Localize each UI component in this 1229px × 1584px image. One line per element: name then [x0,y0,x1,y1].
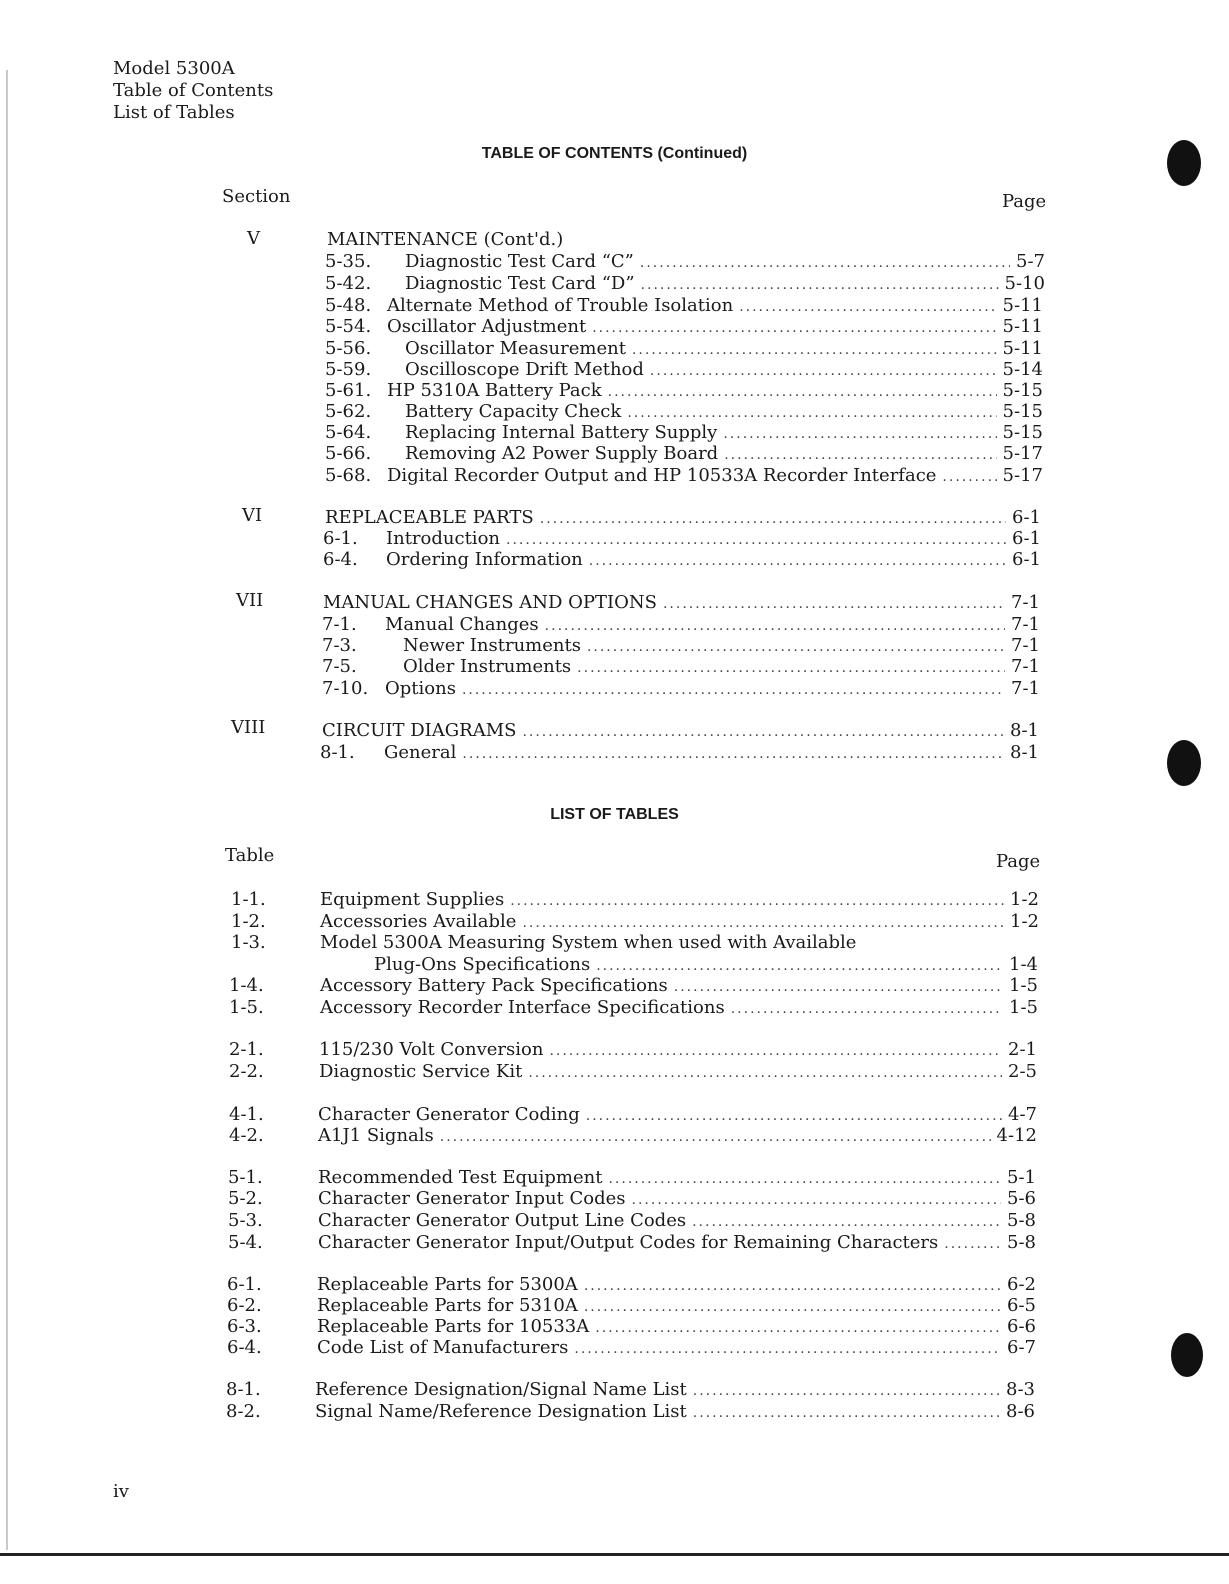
leader-dots [663,593,1005,615]
entry-page: 6-5 [1007,1295,1036,1316]
entry-title: Oscillator Adjustment [387,316,587,337]
entry-number: 1-1. [231,889,266,910]
entry-title: Character Generator Input/Output Codes for Remaining Characters [318,1232,939,1253]
entry-title: Replaceable Parts for 5300A [317,1274,578,1295]
entry-title: Newer Instruments [403,635,581,656]
toc-row [0,359,1229,381]
entry-number: 5-56. [325,338,372,359]
leader-dots [632,339,997,361]
toc-row [0,911,1229,933]
table-column-heading: Table [225,845,275,866]
entry-page: 5-1 [1007,1167,1036,1188]
leader-dots [608,381,997,403]
leader-dots [510,890,1004,912]
toc-row [0,635,1229,657]
toc-row [0,295,1229,317]
entry-number: 5-1. [228,1167,263,1188]
toc-row [0,889,1229,911]
entry-title: Battery Capacity Check [405,401,622,422]
entry-title: Digital Recorder Output and HP 10533A Recorder Interface [387,465,937,486]
entry-page: 8-6 [1006,1401,1035,1422]
toc-row [0,549,1229,571]
entry-page: 6-1 [1012,549,1041,570]
toc-row [0,316,1229,338]
leader-dots [595,1317,1001,1339]
leader-dots [632,1189,1001,1211]
entry-title: Oscillator Measurement [405,338,626,359]
entry-number: 5-35. [325,251,372,272]
leader-dots [650,360,997,382]
toc-row [0,1125,1229,1147]
toc-row [0,1295,1229,1317]
entry-number: 5-59. [325,359,372,380]
header-model: Model 5300A [113,58,235,79]
leader-dots [592,317,996,339]
entry-page: 5-11 [1002,316,1043,337]
toc-row [0,678,1229,700]
entry-title: Diagnostic Service Kit [319,1061,523,1082]
toc-row [0,592,1229,614]
entry-title: General [384,742,457,763]
entry-page: 1-5 [1009,975,1038,996]
entry-page: 5-17 [1002,465,1043,486]
entry-number: 2-2. [229,1061,264,1082]
entry-title: Reference Designation/Signal Name List [315,1379,687,1400]
entry-page: 6-1 [1012,507,1041,528]
header-lot: List of Tables [113,102,235,123]
section-column-heading: Section [222,186,291,207]
entry-page: 1-5 [1009,997,1038,1018]
entry-title: Character Generator Output Line Codes [318,1210,687,1231]
toc-row [0,1061,1229,1083]
leader-dots [692,1211,1001,1233]
toc-row [0,1379,1229,1401]
entry-page: 6-1 [1012,528,1041,549]
leader-dots [584,1296,1001,1318]
entry-page: 7-1 [1011,592,1040,613]
entry-number: 1-4. [229,975,264,996]
toc-row [0,1188,1229,1210]
leader-dots [462,679,1005,701]
entry-number: 5-68. [325,465,372,486]
entry-title: CIRCUIT DIAGRAMS [322,720,517,741]
entry-number: 5-4. [228,1232,263,1253]
entry-page: 1-2 [1010,889,1039,910]
leader-dots [693,1402,1000,1424]
lot-page-column-heading: Page [996,851,1041,872]
entry-number: 5-2. [228,1188,263,1209]
leader-dots [528,1062,1002,1084]
toc-row [0,1337,1229,1359]
page-number: iv [113,1481,129,1502]
entry-title: Character Generator Coding [318,1104,580,1125]
entry-number: 5-54. [325,316,372,337]
toc-row [0,338,1229,360]
entry-title: 115/230 Volt Conversion [319,1039,544,1060]
entry-page: 6-6 [1007,1316,1036,1337]
toc-row [0,1104,1229,1126]
entry-page: 7-1 [1011,635,1040,656]
entry-title: Recommended Test Equipment [318,1167,603,1188]
toc-page-column-heading: Page [1002,191,1047,212]
toc-row [0,1274,1229,1296]
entry-page: 8-1 [1010,720,1039,741]
entry-page: 5-11 [1002,338,1043,359]
entry-number: 7-10. [322,678,369,699]
leader-dots [545,615,1005,637]
header-toc: Table of Contents [113,80,274,101]
leader-dots [587,636,1005,658]
entry-title: Accessory Battery Pack Specifications [320,975,668,996]
toc-row [0,229,1229,251]
entry-number: 7-1. [322,614,357,635]
section-number: VI [242,505,263,526]
entry-title: Signal Name/Reference Designation List [315,1401,687,1422]
leader-dots [596,955,1003,977]
leader-dots [586,1105,1002,1127]
toc-row [0,614,1229,636]
entry-title: A1J1 Signals [318,1125,434,1146]
leader-dots [584,1275,1001,1297]
entry-page: 4-12 [996,1125,1037,1146]
entry-number: 8-1. [226,1379,261,1400]
toc-row [0,742,1229,764]
leader-dots [608,1168,1001,1190]
entry-page: 5-15 [1002,422,1043,443]
entry-page: 7-1 [1011,656,1040,677]
entry-title: Plug-Ons Specifications [374,954,591,975]
entry-page: 8-1 [1010,742,1039,763]
entry-number: 8-1. [320,742,355,763]
bottom-edge-line [0,1553,1229,1556]
leader-dots [640,252,1010,274]
entry-title: Alternate Method of Trouble Isolation [387,295,734,316]
entry-page: 2-1 [1008,1039,1037,1060]
entry-number: 6-1. [227,1274,262,1295]
leader-dots [574,1338,1001,1360]
toc-row [0,443,1229,465]
entry-title: Equipment Supplies [320,889,505,910]
entry-title: Accessories Available [320,911,517,932]
entry-title: Diagnostic Test Card “D” [405,273,635,294]
leader-dots [540,508,1006,530]
leader-dots [522,912,1004,934]
toc-row [0,380,1229,402]
entry-number: 7-5. [322,656,357,677]
entry-title: HP 5310A Battery Pack [387,380,602,401]
entry-number: 6-4. [323,549,358,570]
entry-title: Code List of Manufacturers [317,1337,569,1358]
toc-row [0,1210,1229,1232]
entry-title: Diagnostic Test Card “C” [405,251,634,272]
entry-number: 5-48. [325,295,372,316]
entry-page: 7-1 [1011,614,1040,635]
section-number: VIII [231,717,266,738]
toc-row [0,507,1229,529]
toc-row [0,932,1229,954]
leader-dots [641,274,999,296]
toc-row [0,997,1229,1019]
section-number: VII [236,590,264,611]
leader-dots [440,1126,991,1148]
leader-dots [739,296,996,318]
entry-title: Replaceable Parts for 5310A [317,1295,578,1316]
entry-number: 8-2. [226,1401,261,1422]
toc-row [0,422,1229,444]
entry-title: MANUAL CHANGES AND OPTIONS [323,592,657,613]
entry-page: 1-4 [1009,954,1038,975]
entry-page: 8-3 [1006,1379,1035,1400]
entry-title: Removing A2 Power Supply Board [405,443,719,464]
entry-page: 5-8 [1007,1232,1036,1253]
entry-page: 4-7 [1008,1104,1037,1125]
entry-number: 5-42. [325,273,372,294]
entry-page: 5-7 [1016,251,1045,272]
entry-page: 5-6 [1007,1188,1036,1209]
toc-row [0,1401,1229,1423]
leader-dots [693,1380,1000,1402]
entry-number: 2-1. [229,1039,264,1060]
leader-dots [522,721,1004,743]
entry-title: Options [385,678,456,699]
leader-dots [942,466,996,488]
toc-row [0,656,1229,678]
entry-page: 2-5 [1008,1061,1037,1082]
toc-row [0,1039,1229,1061]
entry-number: 6-3. [227,1316,262,1337]
entry-number: 6-2. [227,1295,262,1316]
entry-title: Character Generator Input Codes [318,1188,626,1209]
entry-number: 7-3. [322,635,357,656]
entry-number: 4-2. [229,1125,264,1146]
leader-dots [674,976,1003,998]
leader-dots [506,529,1006,551]
entry-title: Introduction [386,528,500,549]
running-header [113,58,273,124]
entry-page: 7-1 [1011,678,1040,699]
toc-row [0,1167,1229,1189]
entry-page: 5-15 [1002,380,1043,401]
toc-row [0,975,1229,997]
entry-number: 6-4. [227,1337,262,1358]
entry-title: Ordering Information [386,549,583,570]
entry-page: 1-2 [1010,911,1039,932]
entry-number: 5-64. [325,422,372,443]
entry-number: 6-1. [323,528,358,549]
entry-number: 1-3. [231,932,266,953]
lot-title: LIST OF TABLES [550,806,679,823]
entry-number: 5-66. [325,443,372,464]
toc-row [0,251,1229,273]
entry-title: Model 5300A Measuring System when used with Available [320,932,857,953]
leader-dots [462,743,1004,765]
toc-row [0,720,1229,742]
toc-row [0,465,1229,487]
toc-row [0,273,1229,295]
toc-row [0,1232,1229,1254]
entry-title: Accessory Recorder Interface Specifications [320,997,725,1018]
leader-dots [724,444,996,466]
entry-number: 1-5. [229,997,264,1018]
entry-page: 5-17 [1002,443,1043,464]
toc-title: TABLE OF CONTENTS (Continued) [481,145,748,162]
section-number: V [247,228,260,249]
entry-title: Older Instruments [403,656,572,677]
toc-row [0,1316,1229,1338]
entry-page: 6-2 [1007,1274,1036,1295]
entry-title: Oscilloscope Drift Method [405,359,644,380]
toc-row [0,954,1229,976]
entry-number: 5-62. [325,401,372,422]
entry-number: 1-2. [231,911,266,932]
entry-title: REPLACEABLE PARTS [325,507,534,528]
leader-dots [577,657,1005,679]
entry-number: 4-1. [229,1104,264,1125]
entry-page: 6-7 [1007,1337,1036,1358]
leader-dots [627,402,996,424]
toc-row [0,401,1229,423]
leader-dots [944,1233,1001,1255]
entry-title: Manual Changes [385,614,539,635]
entry-page: 5-15 [1002,401,1043,422]
leader-dots [731,998,1003,1020]
leader-dots [549,1040,1002,1062]
entry-title: Replaceable Parts for 10533A [317,1316,590,1337]
entry-number: 5-61. [325,380,372,401]
leader-dots [589,550,1006,572]
entry-number: 5-3. [228,1210,263,1231]
entry-title: MAINTENANCE (Cont'd.) [327,229,564,250]
leader-dots [723,423,996,445]
entry-page: 5-11 [1002,295,1043,316]
toc-row [0,528,1229,550]
entry-page: 5-10 [1004,273,1045,294]
entry-title: Replacing Internal Battery Supply [405,422,718,443]
entry-page: 5-14 [1002,359,1043,380]
entry-page: 5-8 [1007,1210,1036,1231]
